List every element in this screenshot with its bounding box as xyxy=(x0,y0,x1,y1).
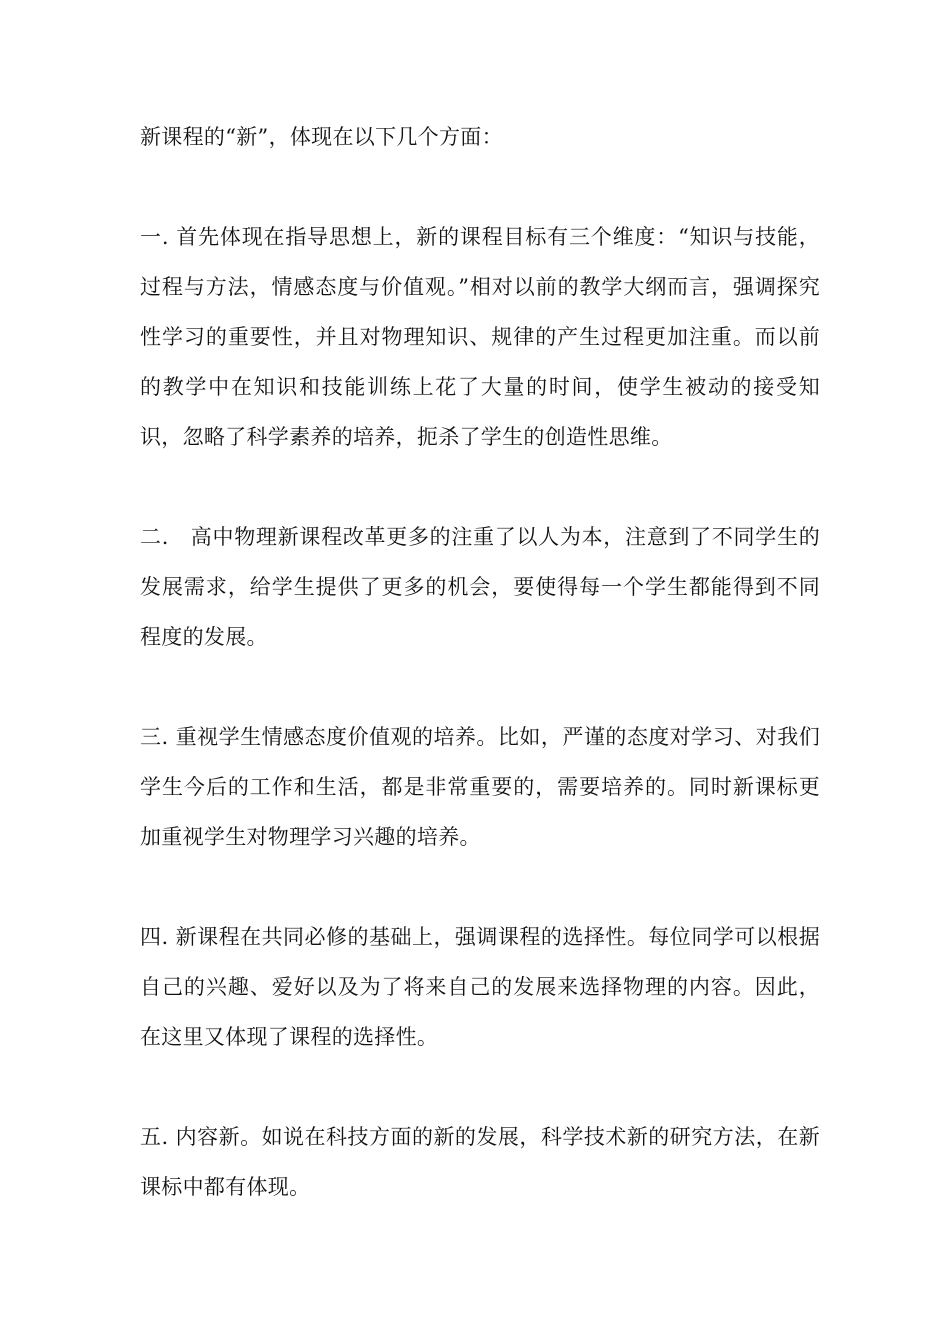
document-body xyxy=(140,112,820,1212)
point-two-paragraph: 二. 高中物理新课程改革更多的注重了以人为本，注意到了不同学生的发展需求，给学生提供了更多的机会，要使得每一个学生都能得到不同程度的发展。 xyxy=(140,525,820,649)
point-one-paragraph: 一. 首先体现在指导思想上，新的课程目标有三个维度：“知识与技能，过程与方法，情感态度与价值观。”相对以前的教学大纲而言，强调探究性学习的重要性，并且对物理知识、规律的产生过程更加注重。而以前的教学中在知识和技能训练上花了大量的时间，使学生被动的接受知识，忽略了科学素养的培养，扼杀了学生的创造性思维。 xyxy=(140,225,820,449)
point-three-paragraph: 三. 重视学生情感态度价值观的培养。比如，严谨的态度对学习、对我们学生今后的工作和生活，都是非常重要的，需要培养的。同时新课标更加重视学生对物理学习兴趣的培养。 xyxy=(140,725,820,849)
intro-paragraph: 新课程的“新”，体现在以下几个方面： xyxy=(140,125,503,149)
point-four-paragraph: 四. 新课程在共同必修的基础上，强调课程的选择性。每位同学可以根据自己的兴趣、爱好以及为了将来自己的发展来选择物理的内容。因此，在这里又体现了课程的选择性。 xyxy=(140,925,820,1049)
point-five-paragraph: 五. 内容新。如说在科技方面的新的发展，科学技术新的研究方法，在新课标中都有体现。 xyxy=(140,1125,820,1199)
